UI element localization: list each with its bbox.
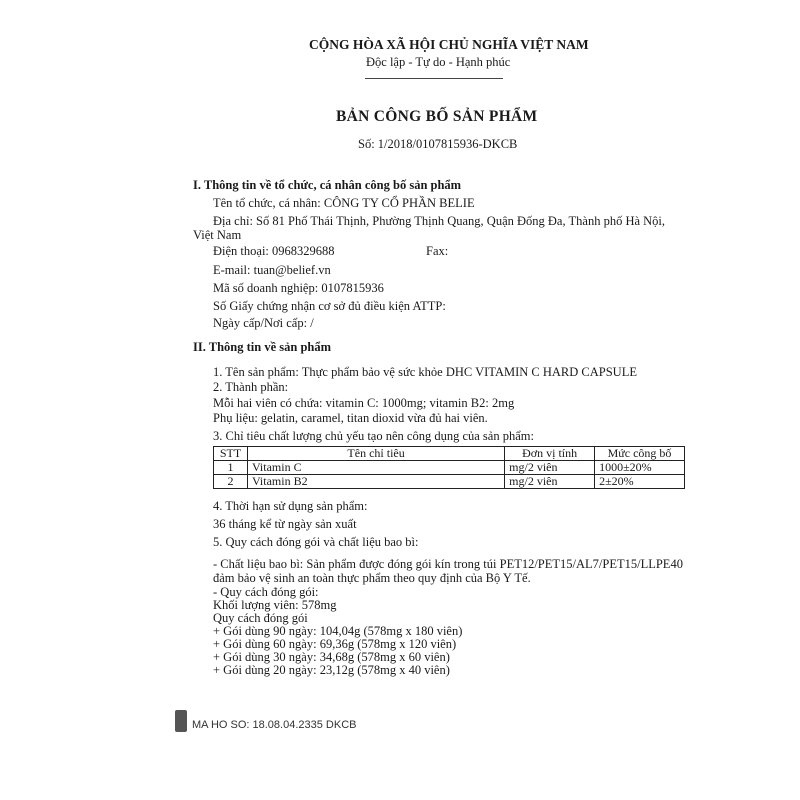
- table-cell: Vitamin B2: [247, 475, 504, 489]
- section2-heading: II. Thông tin về sản phẩm: [193, 340, 332, 354]
- motto: Độc lập - Tự do - Hạnh phúc: [366, 55, 511, 69]
- ingredients-label: 2. Thành phần:: [213, 380, 289, 394]
- pack-item: + Gói dùng 30 ngày: 34,68g (578mg x 60 viên): [213, 650, 450, 664]
- table-cell: mg/2 viên: [505, 461, 595, 475]
- table-header: Tên chỉ tiêu: [247, 447, 504, 461]
- scan-marker: [175, 710, 187, 732]
- ingredients-aux: Phụ liệu: gelatin, caramel, titan dioxid vừa đủ hai viên.: [213, 411, 488, 425]
- pack-item: + Gói dùng 60 ngày: 69,36g (578mg x 120 viên): [213, 637, 457, 651]
- header-divider: [365, 78, 503, 79]
- packing-spec-label: - Quy cách đóng gói:: [213, 585, 319, 599]
- email: E-mail: tuan@belief.vn: [213, 263, 331, 277]
- fax: Fax:: [426, 244, 449, 258]
- material-line2: đảm bảo vệ sinh an toàn thực phẩm theo quy định của Bộ Y Tế.: [213, 571, 531, 585]
- table-header: Đơn vị tính: [505, 447, 595, 461]
- file-code: MA HO SO: 18.08.04.2335 DKCB: [192, 719, 357, 731]
- table-header: Mức công bố: [595, 447, 685, 461]
- table-cell: 2: [214, 475, 248, 489]
- packing-label: 5. Quy cách đóng gói và chất liệu bao bì:: [213, 535, 419, 549]
- document-title: BẢN CÔNG BỐ SẢN PHẨM: [336, 108, 538, 125]
- product-name: 1. Tên sản phẩm: Thực phẩm bảo vệ sức khỏe DHC VITAMIN C HARD CAPSULE: [213, 365, 637, 379]
- section1-heading: I. Thông tin về tổ chức, cá nhân công bố sản phẩm: [193, 178, 462, 192]
- address-line1: Địa chỉ: Số 81 Phố Thái Thịnh, Phường Thịnh Quang, Quận Đống Đa, Thành phố Hà Nội,: [213, 214, 666, 228]
- shelf-life-value: 36 tháng kể từ ngày sản xuất: [213, 517, 357, 531]
- quality-table: [213, 446, 685, 489]
- issue-date-place: Ngày cấp/Nơi cấp: /: [213, 316, 314, 330]
- country-header: CỘNG HÒA XÃ HỘI CHỦ NGHĨA VIỆT NAM: [309, 37, 589, 52]
- shelf-life-label: 4. Thời hạn sử dụng sản phẩm:: [213, 499, 368, 513]
- table-cell: Vitamin C: [247, 461, 504, 475]
- food-safety-cert: Số Giấy chứng nhận cơ sở đủ điều kiện ATTP:: [213, 299, 446, 313]
- document-number: Số: 1/2018/0107815936-DKCB: [358, 137, 518, 151]
- quality-label: 3. Chỉ tiêu chất lượng chủ yếu tạo nên công dụng của sản phẩm:: [213, 429, 534, 443]
- table-cell: 1000±20%: [595, 461, 685, 475]
- table-row: [214, 461, 685, 475]
- packing-spec-label-2: Quy cách đóng gói: [213, 611, 308, 625]
- table-cell: 1: [214, 461, 248, 475]
- phone: Điện thoại: 0968329688: [213, 244, 335, 258]
- ingredients-main: Mỗi hai viên có chứa: vitamin C: 1000mg; vitamin B2: 2mg: [213, 396, 515, 410]
- pack-item: + Gói dùng 90 ngày: 104,04g (578mg x 180 viên): [213, 624, 463, 638]
- address-line2: Việt Nam: [193, 228, 242, 242]
- tax-code: Mã số doanh nghiệp: 0107815936: [213, 281, 384, 295]
- org-name: Tên tổ chức, cá nhân: CÔNG TY CỔ PHẦN BELIE: [213, 196, 475, 210]
- table-cell: mg/2 viên: [505, 475, 595, 489]
- pack-item: + Gói dùng 20 ngày: 23,12g (578mg x 40 viên): [213, 663, 450, 677]
- table-row: [214, 475, 685, 489]
- capsule-weight: Khối lượng viên: 578mg: [213, 598, 337, 612]
- material-line1: - Chất liệu bao bì: Sản phẩm được đóng gói kín trong túi PET12/PET15/AL7/PET15/LLPE40: [213, 557, 683, 571]
- table-cell: 2±20%: [595, 475, 685, 489]
- table-header: STT: [214, 447, 248, 461]
- table-header-row: [214, 447, 685, 461]
